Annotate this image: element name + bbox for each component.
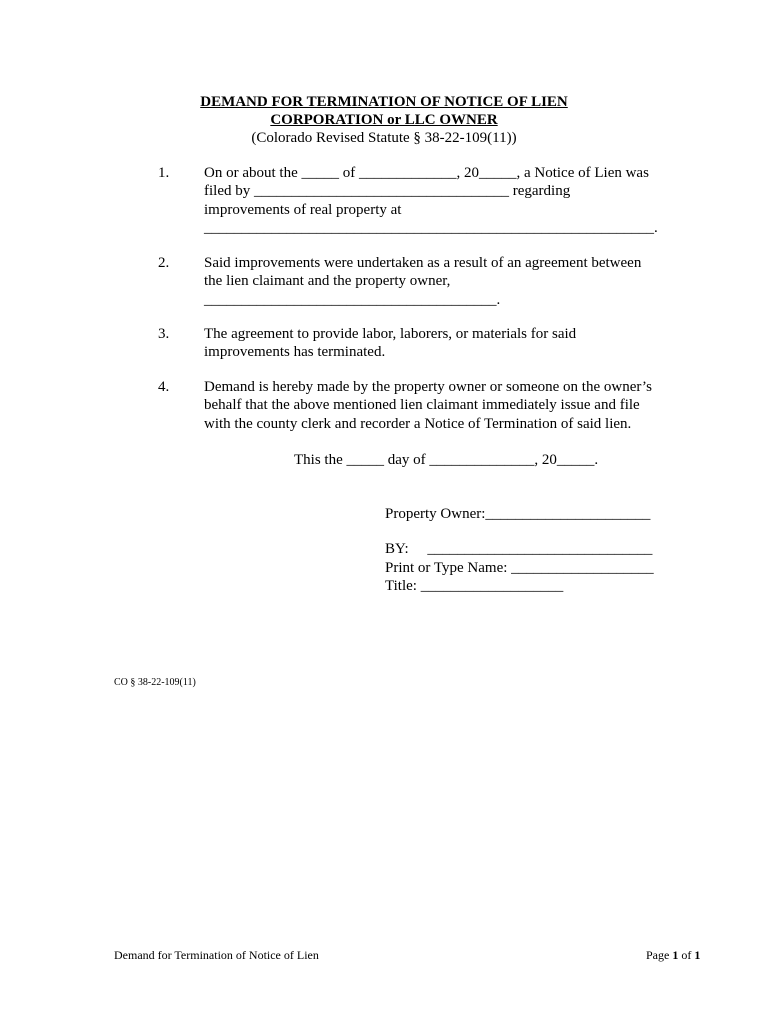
property-owner-line: Property Owner:______________________ [385, 506, 651, 522]
statute-citation: CO § 38-22-109(11) [114, 677, 196, 688]
document-title-line1: DEMAND FOR TERMINATION OF NOTICE OF LIEN [200, 94, 568, 110]
item-number: 4. [158, 379, 170, 395]
page-of: of [678, 948, 695, 962]
page-total: 1 [694, 948, 701, 962]
item-line: improvements has terminated. [204, 344, 386, 361]
page-current: 1 [672, 948, 679, 962]
item-line: ____________________________________________________________. [204, 219, 658, 236]
footer-page-number [646, 948, 700, 962]
footer-document-name: Demand for Termination of Notice of Lien [114, 948, 319, 962]
item-line: with the county clerk and recorder a Notice of Termination of said lien. [204, 415, 632, 432]
item-text [204, 254, 674, 309]
item-text [204, 325, 674, 362]
item-text [204, 378, 674, 433]
item-number: 3. [158, 326, 170, 342]
item-line: the lien claimant and the property owner, [204, 273, 451, 290]
item-line: _______________________________________. [204, 291, 501, 308]
signature-spacer [385, 523, 654, 540]
item-line: The agreement to provide labor, laborers, or materials for said [204, 326, 577, 342]
item-line: Said improvements were undertaken as a result of an agreement between [204, 255, 642, 271]
item-line: Demand is hereby made by the property owner or someone on the owner’s [204, 379, 652, 395]
item-number: 2. [158, 255, 170, 271]
title-line: Title: ___________________ [385, 577, 564, 594]
item-line: On or about the _____ of _____________, 20_____, a Notice of Lien was [204, 165, 649, 181]
by-line: BY: ______________________________ [385, 541, 653, 558]
document-subtitle: (Colorado Revised Statute § 38-22-109(11)) [251, 130, 517, 146]
print-name-line: Print or Type Name: ___________________ [385, 559, 654, 576]
item-line: filed by __________________________________ regarding [204, 183, 571, 200]
page-prefix: Page [646, 948, 673, 962]
document-title-line2: CORPORATION or LLC OWNER [270, 112, 498, 128]
signature-block [385, 505, 654, 595]
document-header [0, 93, 770, 147]
dated-line: This the _____ day of ______________, 20_____. [294, 452, 599, 468]
item-line: improvements of real property at [204, 201, 402, 218]
item-text [204, 164, 674, 237]
item-number: 1. [158, 165, 170, 181]
item-line: behalf that the above mentioned lien claimant immediately issue and file [204, 397, 640, 414]
